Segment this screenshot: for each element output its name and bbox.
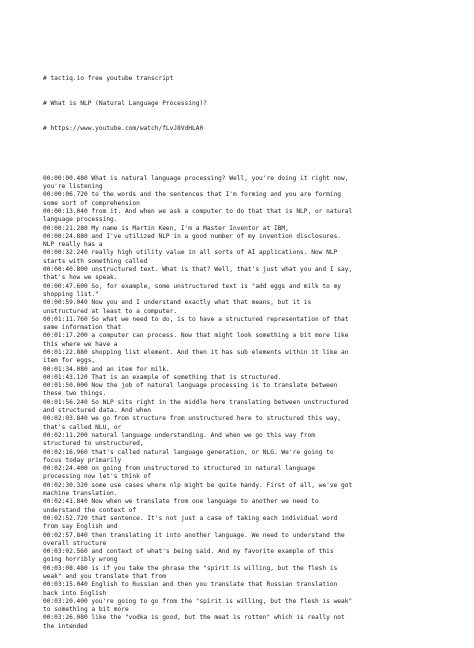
transcript-line: 00:00:13.040 from it. And when we ask a computer to do that that is NLP, or natural [43, 207, 353, 215]
transcript-line: the intended [43, 622, 88, 630]
transcript-document [43, 42, 443, 648]
transcript-line: 00:01:34.080 and an item for milk. [43, 365, 170, 373]
transcript-line: 00:03:08.480 is if you take the phrase the "spirit is willing, but the flesh is [43, 564, 338, 572]
transcript-line: 00:00:59.040 Now you and I understand exactly what that means, but it is [43, 299, 312, 307]
transcript-line: 00:00:00.480 What is natural language processing? Well, you're doing it right now, [43, 174, 349, 182]
transcript-line: 00:01:50.000 Now the job of natural language processing is to translate between [43, 382, 338, 390]
transcript-line: 00:02:16.960 that's called natural language generation, or NLG. We're going to [43, 448, 334, 456]
transcript-line: focus today primarily [43, 456, 122, 464]
transcript-line: processing now let's think of [43, 473, 152, 481]
transcript-line: shopping list." [43, 290, 99, 298]
transcript-line: 00:00:24.880 and I've utilized NLP in a good number of my invention disclosures. [43, 232, 342, 240]
transcript-line: 00:02:03.840 we go from structure from unstructured here to structured this way, [43, 415, 342, 423]
transcript-body [43, 175, 443, 631]
header-line-title: # What is NLP (Natural Language Processing)? [43, 100, 207, 108]
transcript-line: from say English and [43, 523, 118, 531]
transcript-line: 00:01:22.880 shopping list element. And then it has sub elements within it like an [43, 348, 349, 356]
transcript-line: weak" and you translate that from [43, 573, 166, 580]
transcript-line: machine translation. [43, 490, 118, 498]
transcript-line: 00:02:57.840 then translating it into another language. We need to understand the [43, 531, 345, 539]
transcript-line: these two things. [43, 390, 107, 398]
transcript-line: back into English [43, 589, 107, 597]
transcript-line: going horribly wrong [43, 556, 118, 564]
transcript-line: overall structure [43, 539, 107, 547]
transcript-header [43, 59, 443, 150]
transcript-line: and structured data. And when [43, 407, 152, 415]
transcript-line: same information that [43, 324, 122, 332]
transcript-line: 00:03:02.560 and context of what's being said. And my favorite example of this [43, 548, 334, 556]
transcript-line: language processing. [43, 216, 118, 224]
transcript-line: NLP really has a [43, 241, 103, 249]
transcript-line: 00:02:30.320 some use cases where nlp might be quite handy. First of all, we've got [43, 481, 353, 489]
transcript-line: 00:00:32.240 really high utility value in all sorts of AI applications. Now NLP [43, 249, 338, 257]
transcript-line: 00:03:26.080 like the "vodka is good, but the meat is rotten" which is really not [43, 614, 345, 622]
transcript-line: 00:03:15.040 English to Russian and then you translate that Russian translation [43, 581, 338, 589]
transcript-line: 00:02:11.200 natural language understanding. And when we go this way from [43, 431, 315, 439]
transcript-line: 00:02:41.840 Now when we translate from one language to another we need to [43, 498, 319, 506]
transcript-line: 00:01:43.120 That is an example of something that is structured. [43, 373, 282, 381]
transcript-line: that's how we speak. [43, 274, 118, 282]
transcript-line: 00:02:52.720 that sentence. It's not just a case of taking each individual word [43, 514, 338, 522]
transcript-line: 00:00:47.600 So, for example, some unstructured text is "add eggs and milk to my [43, 282, 342, 290]
transcript-line: 00:01:56.240 So NLP sits right in the middle here translating between unstructured [43, 398, 349, 406]
transcript-line: unstructured at least to a computer. [43, 307, 178, 315]
transcript-line: 00:00:06.720 to the words and the sentences that I'm forming and you are forming [43, 191, 342, 199]
transcript-line: you're listening [43, 183, 103, 191]
transcript-line: 00:03:20.400 you're going to go from the "spirit is willing, but the flesh is weak" [43, 597, 353, 605]
transcript-line: item for eggs, [43, 357, 96, 365]
transcript-line: 00:02:24.400 on going from unstructured to structured in natural language [43, 465, 315, 473]
transcript-line: 00:01:17.200 a computer can process. Now that might look something a bit more like [43, 332, 349, 340]
transcript-line: 00:00:40.800 unstructured text. What is that? Well, that's just what you and I say, [43, 266, 353, 274]
transcript-line: that's called NLU, or [43, 423, 122, 431]
transcript-line: to something a bit more [43, 606, 129, 614]
transcript-line: 00:01:11.760 So what we need to do, is to have a structured representation of that [43, 315, 349, 323]
transcript-line: understand the context of [43, 506, 137, 514]
transcript-line: some sort of comprehension [43, 199, 140, 207]
header-line-source: # tactiq.io free youtube transcript [43, 75, 174, 83]
transcript-line: structured to unstructured, [43, 440, 144, 448]
transcript-line: 00:00:21.280 My name is Martin Keen, I'm a Master Inventor at IBM, [43, 224, 289, 232]
transcript-line: starts with something called [43, 257, 148, 265]
transcript-line: this where we have a [43, 340, 118, 348]
header-line-url: # https://www.youtube.com/watch/fLvJ8VdHLA0 [43, 124, 204, 132]
